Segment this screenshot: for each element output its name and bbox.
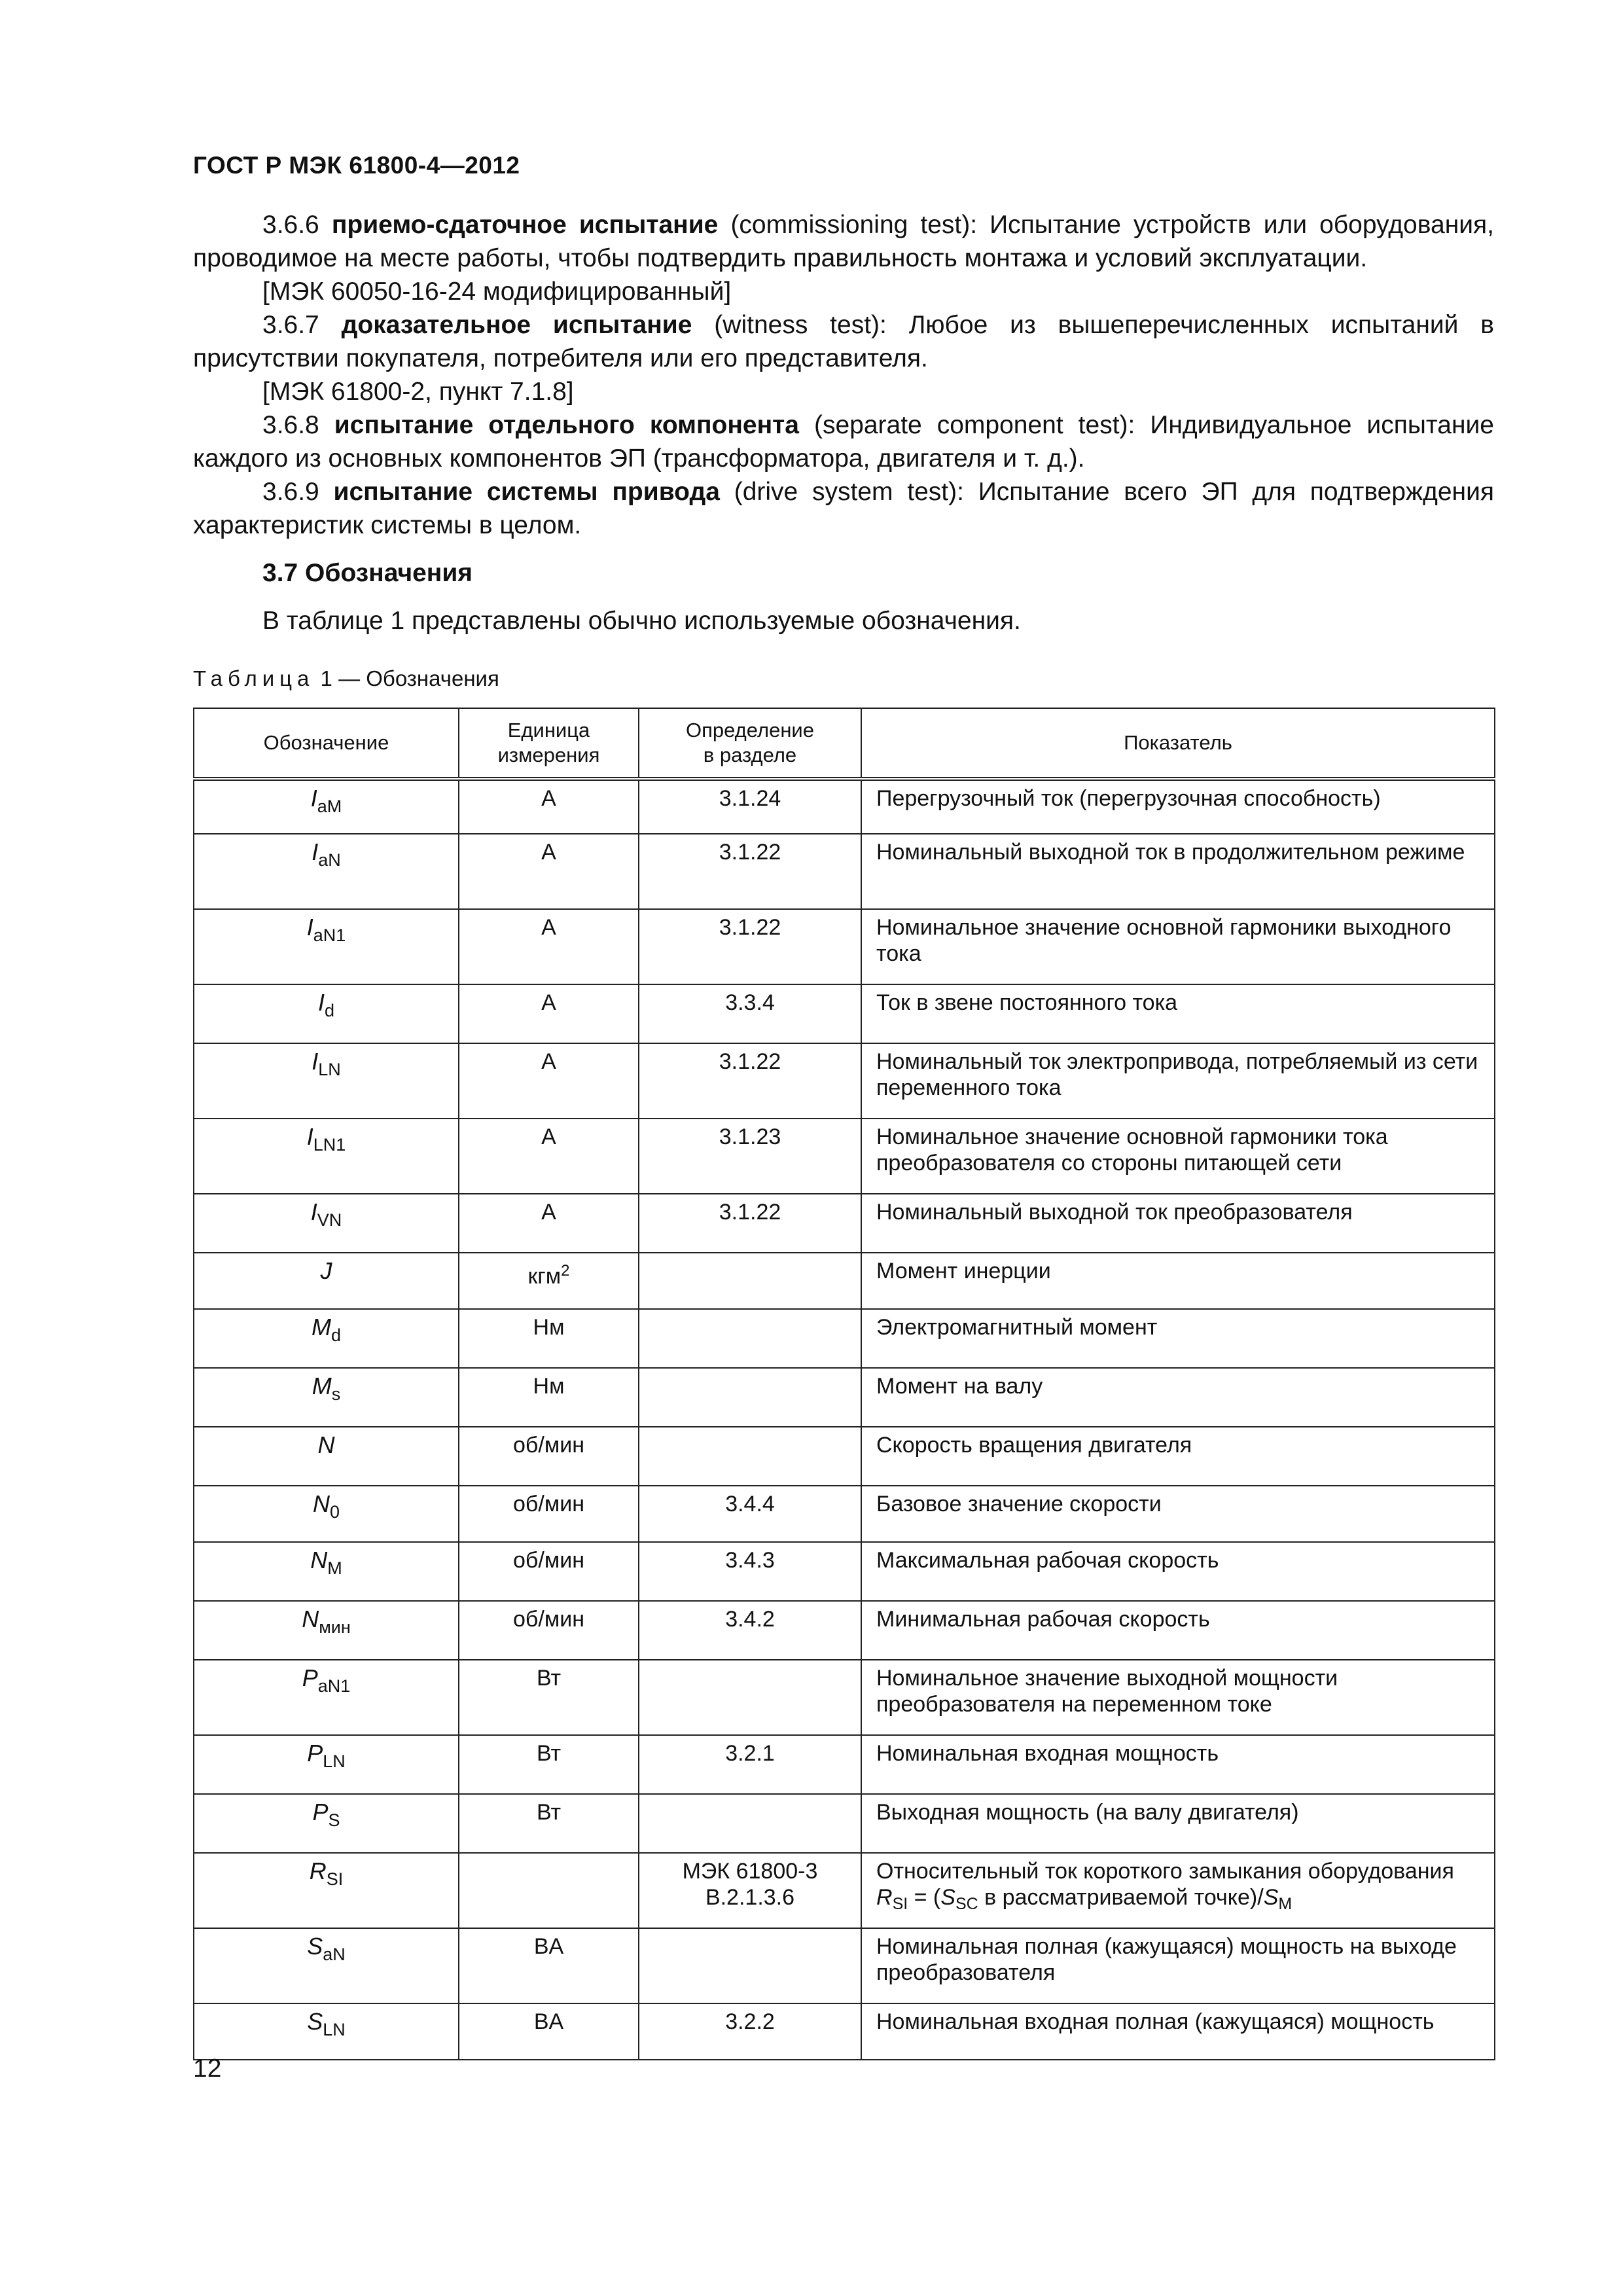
symbol-subscript: d xyxy=(330,1325,342,1345)
table-body xyxy=(194,779,1495,2060)
definition-ref-cell: 3.1.22 xyxy=(639,1194,861,1253)
term: доказательное испытание xyxy=(341,311,692,339)
symbol-cell xyxy=(194,1427,459,1486)
table-row xyxy=(194,1194,1495,1253)
table-row xyxy=(194,1853,1495,1928)
symbol-cell xyxy=(194,1043,459,1119)
definition-ref-cell: 3.1.22 xyxy=(639,909,861,984)
definition-ref-cell: 3.4.3 xyxy=(639,1542,861,1601)
table-row xyxy=(194,1309,1495,1368)
indicator-cell: Перегрузочный ток (перегрузочная способность) xyxy=(861,779,1495,834)
clause-number: 3.6.9 xyxy=(262,478,319,506)
unit-cell: A xyxy=(459,984,639,1043)
unit-cell: об/мин xyxy=(459,1542,639,1601)
section-intro: В таблице 1 представлены обычно используемые обозначения. xyxy=(262,607,1021,635)
unit-cell: кгм$^2$ xyxy=(459,1253,639,1309)
table-row xyxy=(194,1119,1495,1194)
unit-cell: BA xyxy=(459,2003,639,2060)
unit-cell: A xyxy=(459,1194,639,1253)
symbol-letter: I xyxy=(310,785,317,812)
body-text xyxy=(193,208,1494,637)
definition-ref-cell xyxy=(639,1660,861,1735)
definition-ref-cell xyxy=(639,1928,861,2003)
definition-text: (witness test): Любое из вышеперечисленных испытаний в присутствии покупателя, потребителя или его представителя. xyxy=(193,311,1494,372)
table-row xyxy=(194,909,1495,984)
symbol-subscript: LN xyxy=(318,1060,341,1079)
definition-ref-cell: 3.4.4 xyxy=(639,1486,861,1542)
symbol-subscript: M xyxy=(327,1558,342,1578)
definition-ref-cell: 3.2.1 xyxy=(639,1735,861,1794)
table-row xyxy=(194,1368,1495,1427)
table-row xyxy=(194,779,1495,834)
table-row xyxy=(194,1660,1495,1735)
symbols-table xyxy=(193,708,1495,2060)
symbol-letter: I xyxy=(317,989,325,1016)
paragraph-3-6-7 xyxy=(193,308,1494,375)
symbol-letter: M xyxy=(312,1372,332,1399)
table-row xyxy=(194,1735,1495,1794)
symbol-subscript: S xyxy=(328,1810,340,1830)
table-row xyxy=(194,1601,1495,1660)
symbol-letter: I xyxy=(306,914,313,941)
symbol-letter: N xyxy=(310,1547,328,1573)
indicator-cell: Номинальный выходной ток в продолжительном режиме xyxy=(861,834,1495,909)
indicator-cell: Номинальная полная (кажущаяся) мощность на выходе преобразователя xyxy=(861,1928,1495,2003)
symbol-letter: S xyxy=(307,2008,323,2035)
table-header-row xyxy=(194,708,1495,779)
definition-ref-cell: 3.1.23 xyxy=(639,1119,861,1194)
symbol-cell xyxy=(194,1735,459,1794)
table-row xyxy=(194,1928,1495,2003)
symbol-cell xyxy=(194,1928,459,2003)
table-row xyxy=(194,1253,1495,1309)
indicator-cell: Выходная мощность (на валу двигателя) xyxy=(861,1794,1495,1853)
reference-3-6-7: [МЭК 61800-2, пункт 7.1.8] xyxy=(262,378,574,406)
paragraph-3-6-6 xyxy=(193,208,1494,275)
table-row xyxy=(194,1542,1495,1601)
unit-cell: A xyxy=(459,909,639,984)
symbol-letter: I xyxy=(312,1048,319,1075)
unit-cell: A xyxy=(459,1119,639,1194)
symbol-letter: J xyxy=(320,1257,332,1284)
symbol-subscript: aN xyxy=(318,850,341,870)
table-row xyxy=(194,2003,1495,2060)
definition-ref-cell: 3.1.22 xyxy=(639,1043,861,1119)
symbol-subscript: LN1 xyxy=(313,1135,346,1155)
indicator-cell: Номинальная входная полная (кажущаяся) мощность xyxy=(861,2003,1495,2060)
table-row xyxy=(194,1043,1495,1119)
unit-cell: Вт xyxy=(459,1794,639,1853)
symbol-letter: I xyxy=(306,1123,313,1150)
unit-cell: об/мин xyxy=(459,1427,639,1486)
definition-text: (drive system test): Испытание всего ЭП для подтверждения характеристик системы в целом. xyxy=(193,478,1494,539)
symbol-letter: I xyxy=(310,1198,317,1225)
indicator-cell: Относительный ток короткого замыкания оборудования $R_{SI} = (S_{SC}$ в рассматриваемой $точке)/S_M$ xyxy=(861,1853,1495,1928)
symbol-subscript: LN xyxy=(323,1751,346,1771)
definition-ref-cell xyxy=(639,1368,861,1427)
symbol-cell xyxy=(194,1601,459,1660)
definition-ref-cell: МЭК 61800-3 B.2.1.3.6 xyxy=(639,1853,861,1928)
table-row xyxy=(194,1486,1495,1542)
symbol-cell xyxy=(194,1660,459,1735)
symbol-cell xyxy=(194,779,459,834)
clause-number: 3.6.8 xyxy=(262,411,319,439)
symbol-subscript: aN xyxy=(323,1945,346,1964)
symbol-letter: I xyxy=(312,838,319,865)
symbol-cell xyxy=(194,909,459,984)
section-heading: 3.7 Обозначения xyxy=(262,559,473,587)
clause-number: 3.6.6 xyxy=(262,211,319,239)
table-row xyxy=(194,984,1495,1043)
symbol-subscript: aN1 xyxy=(317,1676,351,1696)
reference-3-6-6: [МЭК 60050-16-24 модифицированный] xyxy=(262,278,732,306)
symbol-subscript: 0 xyxy=(329,1502,340,1522)
definition-ref-cell: 3.2.2 xyxy=(639,2003,861,2060)
symbol-subscript: s xyxy=(331,1384,341,1404)
symbol-cell xyxy=(194,1253,459,1309)
symbol-cell xyxy=(194,1309,459,1368)
term: испытание системы привода xyxy=(333,478,720,506)
indicator-cell: Скорость вращения двигателя xyxy=(861,1427,1495,1486)
symbol-cell xyxy=(194,1486,459,1542)
symbol-cell xyxy=(194,834,459,909)
indicator-cell: Ток в звене постоянного тока xyxy=(861,984,1495,1043)
indicator-cell: Момент на валу xyxy=(861,1368,1495,1427)
definition-ref-cell: 3.1.22 xyxy=(639,834,861,909)
table-row xyxy=(194,1427,1495,1486)
symbol-cell xyxy=(194,1542,459,1601)
symbol-letter: R xyxy=(309,1857,327,1884)
document-header: ГОСТ Р МЭК 61800-4—2012 xyxy=(193,152,520,179)
indicator-cell: Электромагнитный момент xyxy=(861,1309,1495,1368)
indicator-cell: Базовое значение скорости xyxy=(861,1486,1495,1542)
term: приемо-сдаточное испытание xyxy=(331,211,719,239)
table-caption-title: 1 — Обозначения xyxy=(314,666,499,691)
table-row xyxy=(194,1794,1495,1853)
header-definition: Определение в разделе xyxy=(639,708,861,779)
definition-ref-cell xyxy=(639,1309,861,1368)
symbol-cell xyxy=(194,984,459,1043)
unit-cell: Вт xyxy=(459,1735,639,1794)
definition-ref-cell xyxy=(639,1253,861,1309)
unit-cell: об/мин xyxy=(459,1601,639,1660)
symbol-subscript: VN xyxy=(317,1210,342,1230)
unit-cell: Нм xyxy=(459,1368,639,1427)
definition-ref-cell xyxy=(639,1794,861,1853)
symbol-subscript: aN1 xyxy=(313,925,346,945)
indicator-cell: Номинальная входная мощность xyxy=(861,1735,1495,1794)
definition-ref-cell: 3.4.2 xyxy=(639,1601,861,1660)
page-number: 12 xyxy=(193,2054,222,2083)
header-indicator: Показатель xyxy=(861,708,1495,779)
definition-text: (separate component test): Индивидуальное испытание каждого из основных компонентов ЭП (трансформатора, двигателя и т. д.). xyxy=(193,411,1494,473)
symbol-letter: P xyxy=(302,1664,318,1691)
symbol-cell xyxy=(194,2003,459,2060)
unit-cell: A xyxy=(459,834,639,909)
symbol-subscript: LN xyxy=(323,2020,346,2039)
symbol-letter: M xyxy=(311,1314,331,1340)
term: испытание отдельного компонента xyxy=(334,411,799,439)
symbol-letter: P xyxy=(307,1740,323,1767)
symbol-letter: S xyxy=(307,1933,323,1960)
indicator-cell: Номинальный выходной ток преобразователя xyxy=(861,1194,1495,1253)
unit-cell: об/мин xyxy=(459,1486,639,1542)
header-unit: Единица измерения xyxy=(459,708,639,779)
symbol-subscript: aM xyxy=(317,797,342,816)
definition-ref-cell xyxy=(639,1427,861,1486)
unit-cell: A xyxy=(459,1043,639,1119)
unit-cell: BA xyxy=(459,1928,639,2003)
unit-cell xyxy=(459,1853,639,1928)
unit-cell: A xyxy=(459,779,639,834)
symbol-cell xyxy=(194,1853,459,1928)
symbol-subscript: мин xyxy=(319,1617,351,1637)
symbol-cell xyxy=(194,1119,459,1194)
symbol-subscript: SI xyxy=(326,1869,344,1889)
indicator-cell: Номинальное значение основной гармоники выходного тока xyxy=(861,909,1495,984)
indicator-cell: Момент инерции xyxy=(861,1253,1495,1309)
definition-ref-cell: 3.1.24 xyxy=(639,779,861,834)
table-caption-word: Таблица xyxy=(193,666,315,691)
paragraph-3-6-9 xyxy=(193,475,1494,542)
indicator-cell: Номинальное значение основной гармоники тока преобразователя со стороны питающей сети xyxy=(861,1119,1495,1194)
indicator-cell: Максимальная рабочая скорость xyxy=(861,1542,1495,1601)
symbol-cell xyxy=(194,1794,459,1853)
symbol-letter: P xyxy=(312,1799,329,1825)
paragraph-3-6-8 xyxy=(193,408,1494,475)
symbol-cell xyxy=(194,1194,459,1253)
definition-ref-cell: 3.3.4 xyxy=(639,984,861,1043)
symbol-letter: N xyxy=(302,1605,319,1632)
unit-cell: Вт xyxy=(459,1660,639,1735)
symbol-letter: N xyxy=(317,1431,335,1458)
symbol-letter: N xyxy=(312,1490,330,1517)
indicator-cell: Номинальный ток электропривода, потребляемый из сети переменного тока xyxy=(861,1043,1495,1119)
symbol-subscript: d xyxy=(324,1001,335,1020)
table-row xyxy=(194,834,1495,909)
table-caption xyxy=(193,666,499,691)
unit-cell: Нм xyxy=(459,1309,639,1368)
symbol-cell xyxy=(194,1368,459,1427)
clause-number: 3.6.7 xyxy=(262,311,319,339)
indicator-cell: Номинальное значение выходной мощности преобразователя на переменном токе xyxy=(861,1660,1495,1735)
indicator-cell: Минимальная рабочая скорость xyxy=(861,1601,1495,1660)
definition-text: (commissioning test): Испытание устройств или оборудования, проводимое на месте работы, чтобы подтвердить правильность монтажа и условий эксплуатации. xyxy=(193,211,1494,272)
header-symbol: Обозначение xyxy=(194,708,459,779)
